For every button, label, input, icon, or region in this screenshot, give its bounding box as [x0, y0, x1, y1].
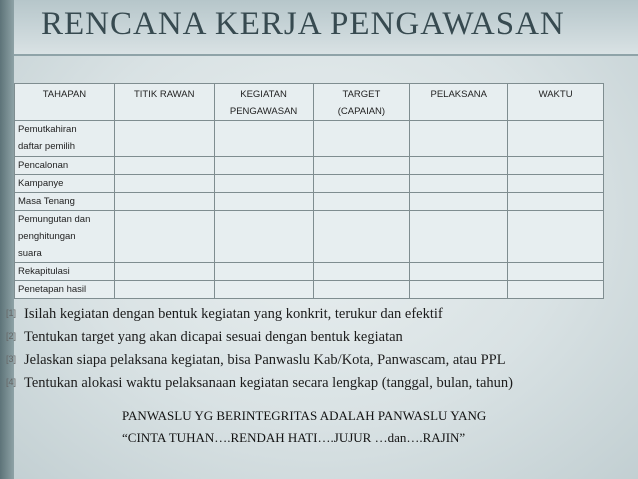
footnote-marker: [2] — [6, 331, 17, 341]
table-cell — [508, 157, 604, 175]
table-cell — [410, 211, 508, 263]
stage-cell: Pencalonan — [15, 157, 115, 175]
table-cell — [214, 121, 313, 157]
instruction-notes — [6, 306, 610, 398]
stage-cell: Pemungutan dan penghitungan suara — [15, 211, 115, 263]
table-row — [15, 157, 604, 175]
left-accent-bar — [0, 0, 17, 479]
table-cell — [508, 193, 604, 211]
note-text: Isilah kegiatan dengan bentuk kegiatan yang konkrit, terukur dan efektif — [24, 306, 443, 322]
header-kegiatan-pengawasan: KEGIATAN PENGAWASAN — [214, 84, 313, 121]
table-cell — [214, 281, 313, 299]
table-cell — [313, 263, 410, 281]
table-cell — [114, 281, 214, 299]
table-cell — [114, 193, 214, 211]
footnote-marker: [1] — [6, 308, 17, 318]
table-cell — [508, 211, 604, 263]
table-cell — [214, 263, 313, 281]
table-cell — [508, 281, 604, 299]
stage-cell: Pemutkahiran daftar pemilih — [15, 121, 115, 157]
table-row — [15, 193, 604, 211]
header-target: TARGET (CAPAIAN) — [313, 84, 410, 121]
table-cell — [410, 281, 508, 299]
table-cell — [114, 211, 214, 263]
table-cell — [313, 175, 410, 193]
table-cell — [214, 157, 313, 175]
table-cell — [313, 211, 410, 263]
note-text: Tentukan target yang akan dicapai sesuai dengan bentuk kegiatan — [24, 329, 403, 345]
note-text: Jelaskan siapa pelaksana kegiatan, bisa Panwaslu Kab/Kota, Panwascam, atau PPL — [24, 352, 506, 368]
table-cell — [508, 121, 604, 157]
title-divider — [0, 54, 638, 56]
motto-line-2: “CINTA TUHAN….RENDAH HATI….JUJUR …dan….RAJIN” — [122, 430, 466, 445]
table-cell — [410, 175, 508, 193]
table-cell — [410, 157, 508, 175]
header-pelaksana: PELAKSANA — [410, 84, 508, 121]
work-plan-table — [14, 83, 604, 299]
stage-cell: Kampanye — [15, 175, 115, 193]
table-cell — [410, 121, 508, 157]
stage-cell: Penetapan hasil — [15, 281, 115, 299]
stage-cell: Rekapitulasi — [15, 263, 115, 281]
footnote-marker: [4] — [6, 377, 17, 387]
table-row — [15, 121, 604, 157]
table-cell — [114, 175, 214, 193]
header-tahapan: TAHAPAN — [15, 84, 115, 121]
header-waktu: WAKTU — [508, 84, 604, 121]
motto-line-1: PANWASLU YG BERINTEGRITAS ADALAH PANWASLU YANG — [122, 408, 487, 423]
table-cell — [410, 193, 508, 211]
table-cell — [313, 157, 410, 175]
table-row — [15, 281, 604, 299]
table-header-row — [15, 84, 604, 121]
table-cell — [114, 121, 214, 157]
table-row — [15, 263, 604, 281]
table-row — [15, 211, 604, 263]
note-text: Tentukan alokasi waktu pelaksanaan kegiatan secara lengkap (tanggal, bulan, tahun) — [24, 375, 513, 391]
table-cell — [214, 193, 313, 211]
table-cell — [114, 263, 214, 281]
footnote-marker: [3] — [6, 354, 17, 364]
motto-block — [122, 405, 542, 449]
note-item — [6, 306, 610, 329]
note-item — [6, 375, 610, 398]
table-cell — [410, 263, 508, 281]
table-cell — [313, 281, 410, 299]
table-row — [15, 175, 604, 193]
header-titik-rawan: TITIK RAWAN — [114, 84, 214, 121]
note-item — [6, 329, 610, 352]
table-cell — [508, 175, 604, 193]
note-item — [6, 352, 610, 375]
table-cell — [214, 211, 313, 263]
table-cell — [313, 193, 410, 211]
table-cell — [508, 263, 604, 281]
slide-title: RENCANA KERJA PENGAWASAN — [41, 6, 565, 42]
stage-cell: Masa Tenang — [15, 193, 115, 211]
table-cell — [114, 157, 214, 175]
table-cell — [313, 121, 410, 157]
table-cell — [214, 175, 313, 193]
